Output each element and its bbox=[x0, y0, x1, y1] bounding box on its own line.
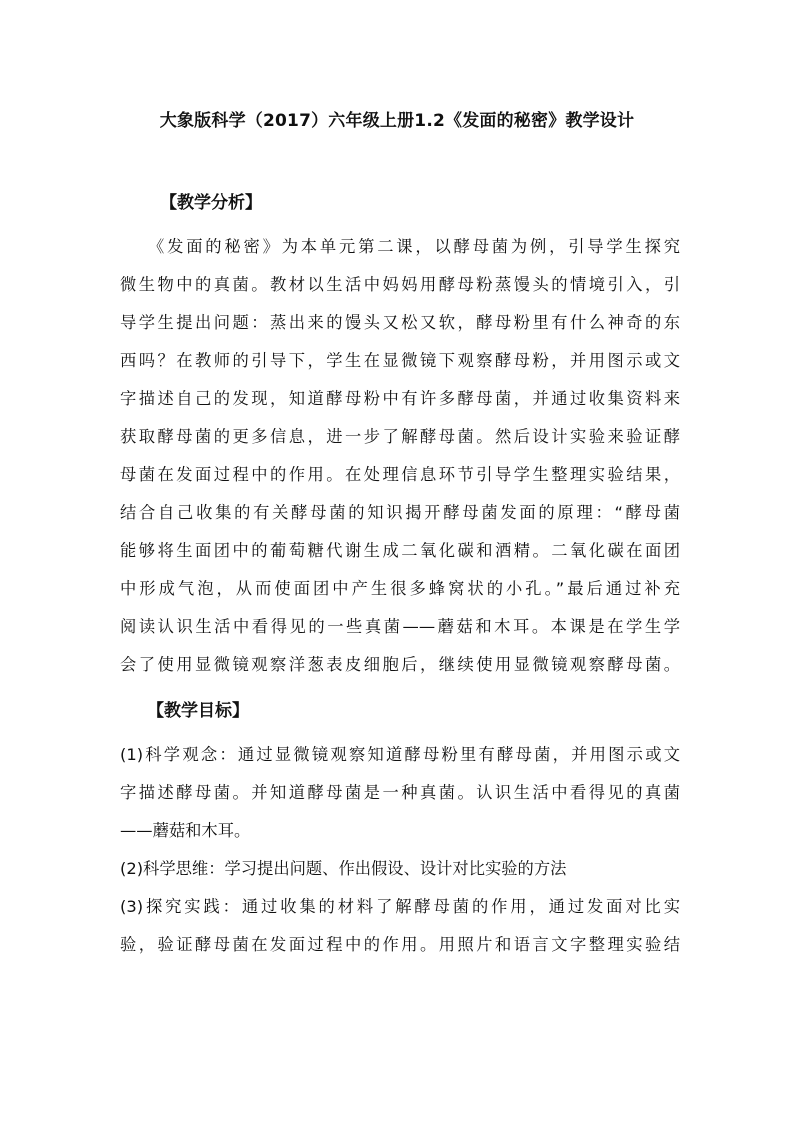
goal-line: (2)科学思维：学习提出问题、作出假设、设计对比实验的方法 bbox=[120, 859, 567, 878]
analysis-line: 《发面的秘密》为本单元第二课，以酵母菌为例，引导学生探究 bbox=[148, 237, 680, 256]
goal-line: 字描述酵母菌。并知道酵母菌是一种真菌。认识生活中看得见的真菌 bbox=[120, 783, 680, 802]
analysis-line: 获取酵母菌的更多信息，进一步了解酵母菌。然后设计实验来验证酵 bbox=[120, 427, 680, 446]
analysis-line: 结合自己收集的有关酵母菌的知识揭开酵母菌发面的原理：“酵母菌 bbox=[120, 503, 680, 522]
analysis-line: 微生物中的真菌。教材以生活中妈妈用酵母粉蒸馒头的情境引入，引 bbox=[120, 275, 680, 294]
goal-line: 验，验证酵母菌在发面过程中的作用。用照片和语言文字整理实验结 bbox=[120, 935, 680, 954]
analysis-line: 阅读认识生活中看得见的一些真菌——蘑菇和木耳。本课是在学生学 bbox=[120, 617, 680, 636]
goal-line: (3)探究实践：通过收集的材料了解酵母菌的作用，通过发面对比实 bbox=[120, 897, 680, 916]
goals-heading: 【教学目标】 bbox=[147, 701, 249, 721]
analysis-line: 能够将生面团中的葡萄糖代谢生成二氧化碳和酒精。二氧化碳在面团 bbox=[120, 541, 680, 560]
analysis-line: 母菌在发面过程中的作用。在处理信息环节引导学生整理实验结果， bbox=[120, 465, 680, 484]
analysis-heading: 【教学分析】 bbox=[160, 193, 262, 213]
document-title: 大象版科学（2017）六年级上册1.2《发面的秘密》教学设计 bbox=[159, 111, 635, 131]
analysis-line: 字描述自己的发现，知道酵母粉中有许多酵母菌，并通过收集资料来 bbox=[120, 389, 680, 408]
goal-line: ——蘑菇和木耳。 bbox=[120, 821, 251, 840]
analysis-line: 中形成气泡，从而使面团中产生很多蜂窝状的小孔。”最后通过补充 bbox=[120, 579, 680, 598]
analysis-line: 西吗？在教师的引导下，学生在显微镜下观察酵母粉，并用图示或文 bbox=[120, 351, 680, 370]
analysis-line: 导学生提出问题：蒸出来的馒头又松又软，酵母粉里有什么神奇的东 bbox=[120, 313, 680, 332]
analysis-line: 会了使用显微镜观察洋葱表皮细胞后，继续使用显微镜观察酵母菌。 bbox=[120, 655, 680, 674]
goal-line: (1)科学观念：通过显微镜观察知道酵母粉里有酵母菌，并用图示或文 bbox=[120, 745, 680, 764]
